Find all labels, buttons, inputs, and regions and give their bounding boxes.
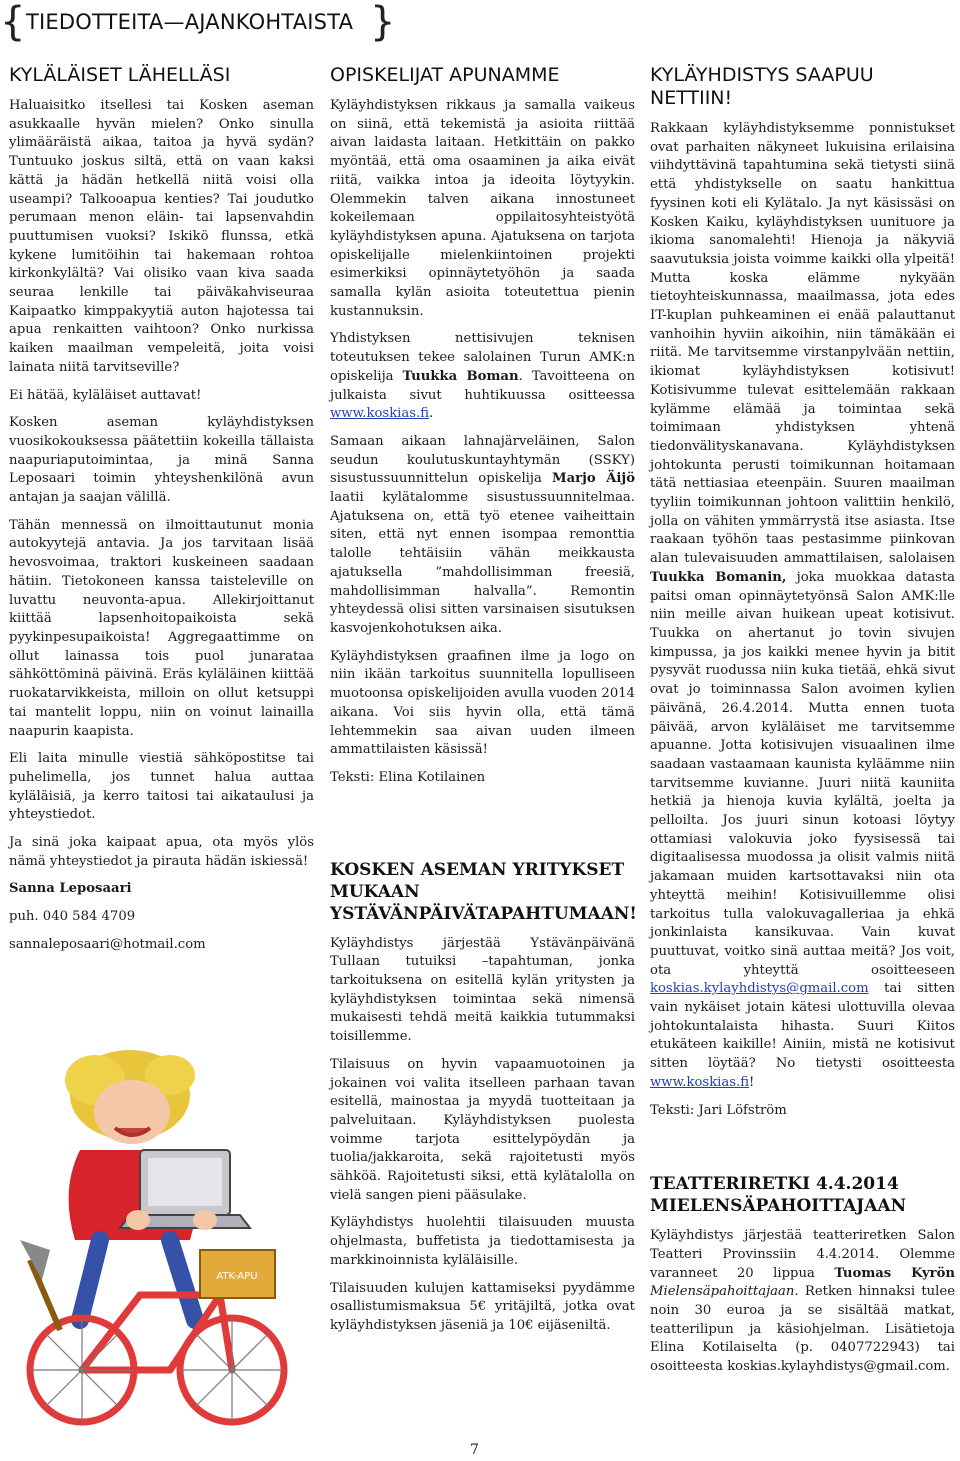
article-paragraph: Tilaisuuden kulujen kattamiseksi pyydämme osallistumismaksua 5€ yritäjiltä, jotka ovat kyläyhdistyksen jäseniä ja 10€ eijäseniltä. — [330, 1280, 635, 1333]
author-signature: Sanna Leposaari — [9, 881, 132, 897]
email-link[interactable]: koskias.kylayhdistys@gmail.com — [650, 981, 869, 997]
article-paragraph: Eli laita minulle viestiä sähköpostitse tai puhelimella, jos tunnet halua auttaa kyläläisiä, ja kerro taitosi tai aikataulusi ja yhteystiedot. — [9, 751, 314, 823]
article-paragraph: Ja sinä joka kaipaat apua, ota myös ylös nämä yhteystiedot ja pirauta hädän iskiessä! — [9, 835, 314, 869]
article-paragraph: Kosken aseman kyläyhdistyksen vuosikokouksessa päätettiin kokeilla tällaista naapuriaputoimintaa, ja minä Sanna Leposaari toimin yhteyshenkilönä avun antajan ja saajan välillä. — [9, 415, 314, 506]
article-paragraph: Yhdistyksen nettisivujen teknisen toteutuksen tekee salolainen Turun AMK:n opiskelija Tuukka Boman. Tavoitteena on julkaista sivut huhtikuussa ositteessa www.koskias.fi. — [330, 331, 635, 422]
contact-phone: puh. 040 584 4709 — [9, 909, 136, 925]
article-paragraph: Samaan aikaan lahnajärveläinen, Salon seudun koulutuskuntayhtymän (SSKY) sisustussuunnittelun opiskelija Marjo Äijö laatii kylätalomme sisustussuunnitelmaa. Ajatuksena on, että työ etenee vaiheittain siten, että nyt ennen isompaa remonttia talolle tehtäisiin vähän meikkausta ajatuksella ”mahdollisimman freesiä, mahdollisimman halvalla”. Remontin yhteydessä olisi sitten varsinaisen sisutuksen kasvojenkohotuksen aika. — [330, 433, 635, 636]
cyclist-with-laptop-illustration — [20, 1040, 290, 1435]
column-website — [650, 64, 955, 1386]
bike-basket-sign: ATK-APU — [216, 1271, 258, 1282]
article-paragraph: Kyläyhdistys järjestää Ystävänpäivänä Tullaan tutuiksi –tapahtuman, jonka tarkoituksena on esitellä kylän yritysten ja kyläyhdistyksen toimintaa sekä nimensä mukaisesti tehdä meitä kaikkia tutummaksi toisillemme. — [330, 935, 635, 1045]
author-signature: Teksti: Elina Kotilainen — [330, 769, 486, 785]
column-students — [330, 64, 635, 1345]
article-heading: OPISKELIJAT APUNAMME — [330, 64, 560, 86]
article-heading: KYLÄYHDISTYS SAAPUU NETTIIN! — [650, 64, 874, 109]
article-heading: TEATTERIRETKI 4.4.2014 MIELENSÄPAHOITTAJAAN — [650, 1174, 907, 1217]
article-paragraph: Ei hätää, kyläläiset auttavat! — [9, 387, 202, 403]
article-paragraph: Tilaisuus on hyvin vapaamuotoinen ja jokainen voi valita itselleen parhaan tavan esitellä, mainostaa ja myydä tuotteitaan ja palveluitaan. Kyläyhdistyksen puolesta voimme tarjota esittelypöydän ja tuolia/jakkaroita, sekä rajoitetusti myös sähköä. Rajoitetusti siksi, että kylätalolla on vielä sangen pieni pääsulake. — [330, 1056, 635, 1203]
contact-email: sannaleposaari@hotmail.com — [9, 936, 206, 952]
column-neighbours — [9, 64, 314, 964]
page-header — [0, 0, 960, 48]
section-title: TIEDOTTEITA—AJANKOHTAISTA — [26, 10, 354, 34]
left-brace: { — [0, 0, 26, 45]
article-paragraph: Kyläyhdistys järjestää teatteriretken Salon Teatteri Provinssiin 4.4.2014. Olemme varanneet 20 lippua Tuomas Kyrön Mielensäpahoittajaan. Retken hinnaksi tulee noin 30 euroa ja se sisältää matkat, teatterilipun ja käsiohjelman. Lisätietoja Elina Kotilaiselta (p. 0407722943) tai osoitteesta koskias.kylayhdistys@gmail.com. — [650, 1228, 955, 1375]
article-paragraph: Kyläyhdistyksen rikkaus ja samalla vaikeus on siinä, että tekemistä ja asioita riittää aivan laidasta laitaan. Hetkittäin on pakko myöntää, että oma osaaminen ja aika eivät riitä, vaikka intoa ja ideoita löytyykin. Olemmekin talven aikana innostuneet kokeilemaan oppilaitosyhteistyötä kyläyhdistyksen apuna. Ajatuksena on tarjota opiskelijalle mielenkiintoinen projekti esimerkiksi opinnäytetyöhön ja saada samalla kylän asioita toteutettua pienin kustannuksin. — [330, 98, 635, 319]
article-heading: KYLÄLÄISET LÄHELLÄSI — [9, 64, 231, 86]
article-paragraph: Rakkaan kyläyhdistyksemme ponnistukset ovat parhaiten näkyneet lukuisina erilaisina viihdyttävinä tapahtumina sekä tietysti siinä että yhdistykselle on saatu hankittua fyysinen koti eli Kylätalo. Ja nyt käsissäsi on Kosken Kaiku, kyläyhdistyksen uunituore ja ikioma sanomalehti! Hienoja ja näkyviä saavutuksia joista voimme kaikki olla ylpeitä! Mutta koska elämme nykyään tietoyhteiskunnassa, maailmassa, jota edes IT-kuplan puhkeaminen ei enää palauttanut vanhoihin hyviin aikoihin, niin tämäkään ei riitä. Me tarvitsemme virstanpylvään nettiin, ikiomat kyläyhdistyksen kotisivut! Kotisivumme tulevat esittelemään rakkaan kylämme elämää ja toimintaa sekä toimimaan yhdistyksen yhtenä tiedonvälityskanavana. Kyläyhdistyksen johtokunta perusti toimikunnan hoitamaan tätä nettiasiaa eteenpäin. Suuren maailman tyyliin toimikunnan johtoon valittiin henkilö, jolla on vähiten ymmärrystä itse asiasta. Itse raakaan työhön taas pestasimme piinkovan alan tulevaisuuden ammattilaisen, salolaisen Tuukka Bomanin, joka muokkaa datasta paitsi oman opinnäytetyönsä Salon AMK:lle niin meille aivan huikean upeat kotisivut. Tuukka on ahertanut jo tovin sivujen kimpussa, ja jos kaikki menee hyvin ja bitit pysyvät ruodussa niin kuka tietää, ehkä sivut ovat jo toiminnassa Salon avoimen kylien päivänä, 26.4.2014. Mutta ennen tuota päivää, arvon kyläläiset me tarvitsemme apuanne. Jotta kotisivujen visuaalinen ilme saadaan vastaamaan kaunista kyläämme niin tarvitsemme kuvianne. Juuri niitä kauniita hetkiä ja hienoja kuvia kylältä, joelta ja pelloilta. Jos juuri sinun kotoasi löytyy ottamiasi valokuvia joko fyysisessä tai digitaalisessa muodossa ja olisit valmis niitä jakamaan muiden kartsottavaksi niin ota yhteyttä meihin! Kotisivuillemme olisi tarkoitus tulla valokuvagalleriaa ja ehkä jonkinlaista kansikuvaa. Vain kuvat puuttuvat, voitko sinä auttaa meitä? Jos voit, ota yhteyttä osoitteeseen koskias.kylayhdistys@gmail.com tai sitten vain nykäiset jotain kätesi ulottuvilla olevaa johtokuntalaista hihasta. Suuri Kiitos etukäteen kaikille! Ainiin, mistä ne kotisivut sitten löytää? No tietysti osoitteesta www.koskias.fi! — [650, 121, 956, 1090]
article-paragraph: Haluaisitko itsellesi tai Kosken aseman asukkaalle hyvän mielen? Onko sinulla ylimääräistä aikaa, taitoa ja hyvä sydän? Tuntuuko joskus siltä, että on vaan kaksi kättä ja hädän hetkellä niitä voisi olla useampi? Talkooapua kenties? Tai joudutko perumaan menon eläin- tai lapsenvahdin puuttumisen vuoksi? Iskikö flunssa, etkä kykene lumitöihin tai hakemaan rohtoa kirkonkylältä? Vai olisiko vaan kiva saada seuraa lenkille tai päiväkahviseuraa Kaipaatko kimppakyytiä auton hajotessa tai apua renkaitten vaihtoon? Onko nurkissa kaiken maailman vempeleitä, joita voisi lainata niitä tarvitseville? — [9, 98, 314, 375]
article-heading: KOSKEN ASEMAN YRITYKSET MUKAAN YSTÄVÄNPÄIVÄTAPAHTUMAAN! — [330, 859, 637, 924]
article-paragraph: Kyläyhdistys huolehtii tilaisuuden muusta ohjelmasta, buffetista ja tiedottamisesta ja markkinoinnista kyläläisille. — [330, 1215, 635, 1268]
article-paragraph: Kyläyhdistyksen graafinen ilme ja logo on niin ikään tarkoitus suunnitella lopulliseen muotoonsa opiskelijoiden avulla vuoden 2014 aikana. Voi siis hyvin olla, että tämä lehtemmekin saa aivan uuden ilmeen ammattilaisten käsissä! — [330, 648, 635, 758]
website-link[interactable]: www.koskias.fi — [650, 1074, 750, 1090]
article-paragraph: Tähän mennessä on ilmoittautunut monia autokyytejä antavia. Ja jos tarvitaan lisää hevosvoimaa, traktori kuskeineen saadaan hätiin. Tietokoneen kanssa taisteleville on luvattu neuvonta-apua. Allekirjoittanut kiittää lapsenhoitopaikoista sekä pyykinpesupaikoista! Aggregaattimme on ollut lainassa tois puol junarataa sähköttöminä päivinä. Eräs kyläläinen kiittää ruokatarvikkeista, milloin on ollut ketsuppi tai mantelit loppu, niin on voinut lainailla naapurin kaapista. — [9, 517, 314, 739]
author-signature: Teksti: Jari Löfström — [650, 1102, 787, 1118]
website-link[interactable]: www.koskias.fi — [330, 406, 430, 422]
right-brace: } — [370, 0, 396, 45]
page-number: 7 — [470, 1442, 479, 1458]
